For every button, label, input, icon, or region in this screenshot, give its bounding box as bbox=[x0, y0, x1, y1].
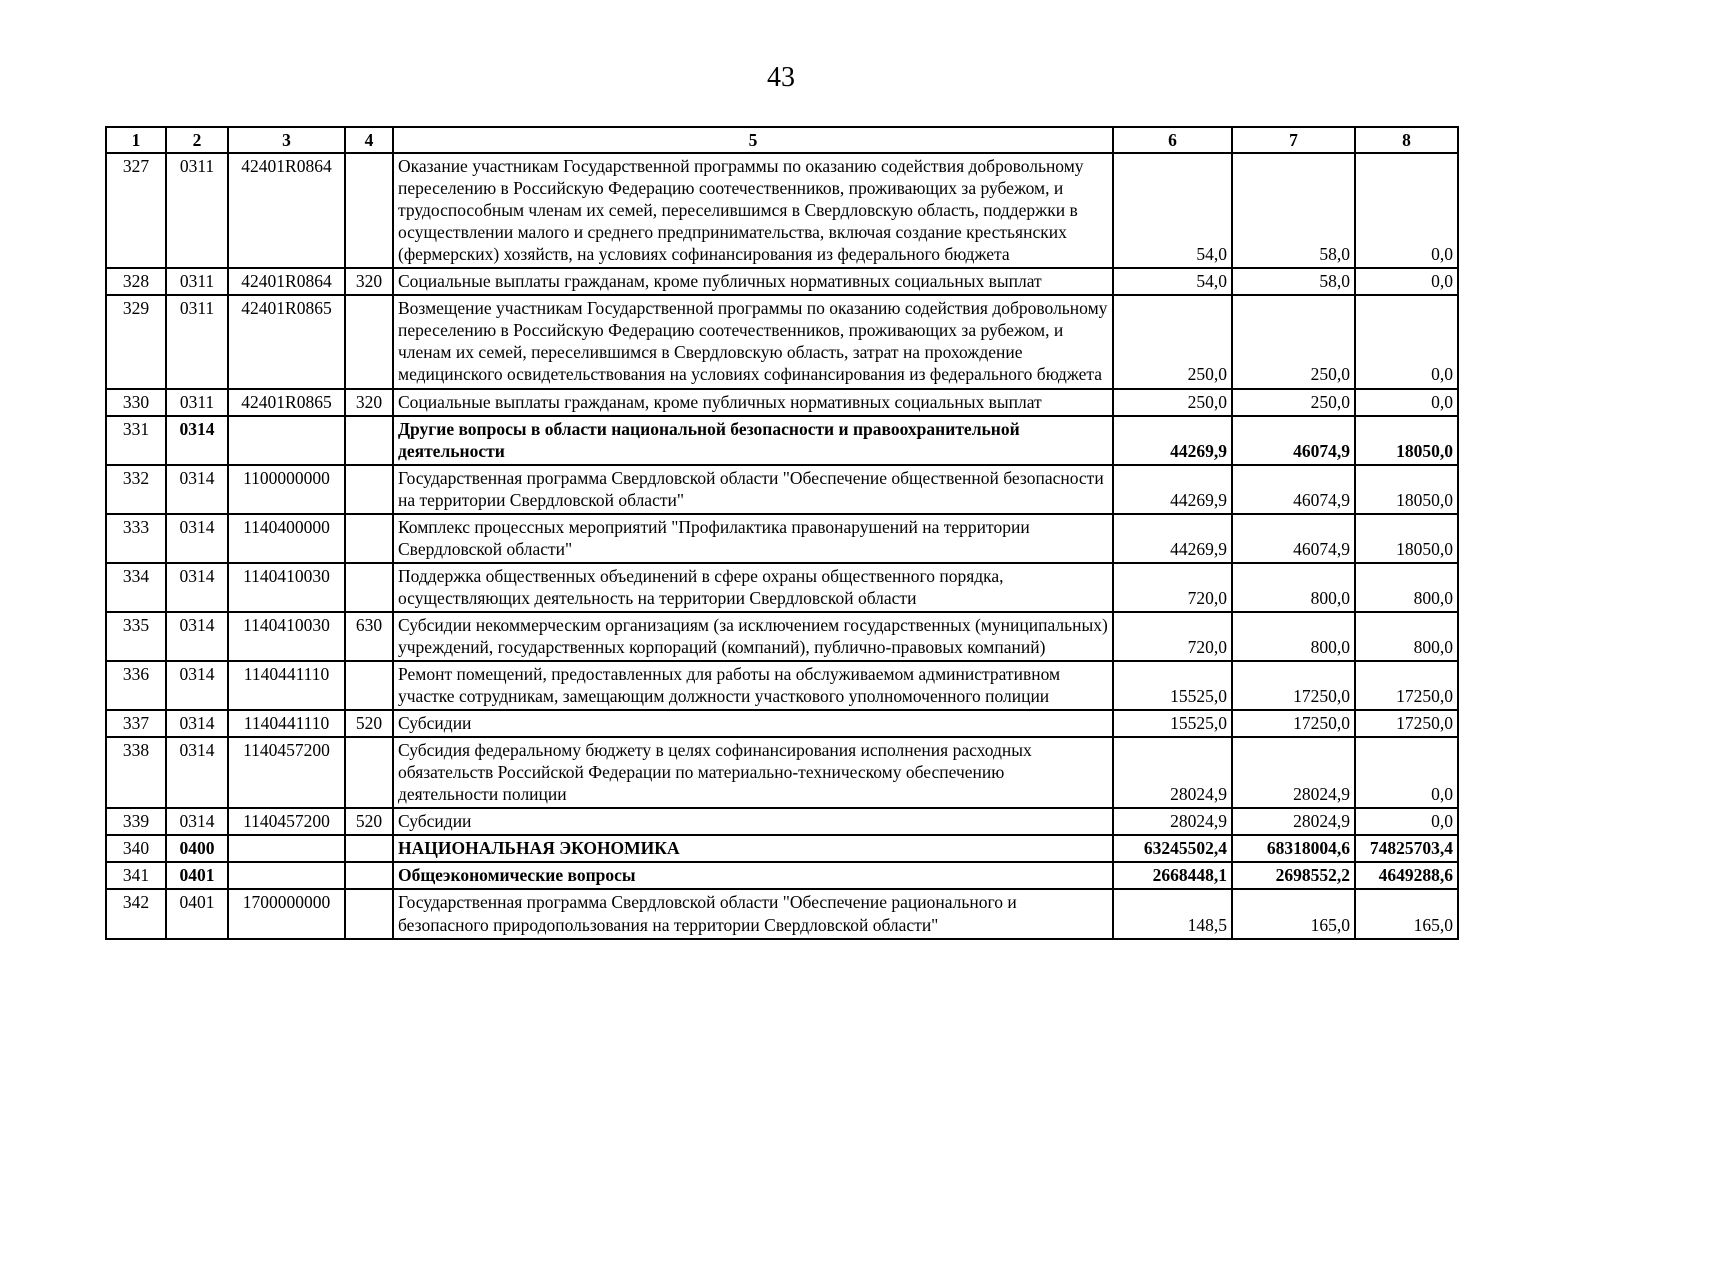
amount-cell-3: 0,0 bbox=[1355, 389, 1458, 416]
amount-cell-1: 44269,9 bbox=[1113, 465, 1232, 514]
program-code-cell: 1700000000 bbox=[228, 889, 345, 938]
amount-cell-3: 18050,0 bbox=[1355, 416, 1458, 465]
description-cell: НАЦИОНАЛЬНАЯ ЭКОНОМИКА bbox=[393, 835, 1113, 862]
expense-type-cell bbox=[345, 153, 393, 268]
description-cell: Субсидии bbox=[393, 710, 1113, 737]
table-row bbox=[106, 416, 1458, 465]
amount-cell-3: 18050,0 bbox=[1355, 514, 1458, 563]
expense-type-cell: 520 bbox=[345, 710, 393, 737]
amount-cell-1: 28024,9 bbox=[1113, 737, 1232, 808]
amount-cell-3: 17250,0 bbox=[1355, 661, 1458, 710]
row-number-cell: 331 bbox=[106, 416, 166, 465]
row-number-cell: 337 bbox=[106, 710, 166, 737]
section-code-cell: 0401 bbox=[166, 862, 228, 889]
amount-cell-1: 54,0 bbox=[1113, 153, 1232, 268]
amount-cell-3: 0,0 bbox=[1355, 808, 1458, 835]
amount-cell-3: 18050,0 bbox=[1355, 465, 1458, 514]
row-number-cell: 332 bbox=[106, 465, 166, 514]
section-code-cell: 0314 bbox=[166, 737, 228, 808]
amount-cell-3: 17250,0 bbox=[1355, 710, 1458, 737]
table-row bbox=[106, 268, 1458, 295]
section-code-cell: 0314 bbox=[166, 710, 228, 737]
section-code-cell: 0401 bbox=[166, 889, 228, 938]
expense-type-cell bbox=[345, 737, 393, 808]
expense-type-cell: 520 bbox=[345, 808, 393, 835]
row-number-cell: 341 bbox=[106, 862, 166, 889]
amount-cell-2: 165,0 bbox=[1232, 889, 1355, 938]
amount-cell-2: 800,0 bbox=[1232, 612, 1355, 661]
table-row bbox=[106, 889, 1458, 938]
table-row bbox=[106, 295, 1458, 388]
amount-cell-1: 15525,0 bbox=[1113, 661, 1232, 710]
program-code-cell: 1140400000 bbox=[228, 514, 345, 563]
program-code-cell: 1100000000 bbox=[228, 465, 345, 514]
description-cell: Социальные выплаты гражданам, кроме публичных нормативных социальных выплат bbox=[393, 268, 1113, 295]
amount-cell-3: 4649288,6 bbox=[1355, 862, 1458, 889]
program-code-cell: 1140410030 bbox=[228, 563, 345, 612]
section-code-cell: 0314 bbox=[166, 563, 228, 612]
program-code-cell: 42401R0864 bbox=[228, 268, 345, 295]
expense-type-cell bbox=[345, 889, 393, 938]
row-number-cell: 327 bbox=[106, 153, 166, 268]
table-row bbox=[106, 737, 1458, 808]
amount-cell-3: 0,0 bbox=[1355, 295, 1458, 388]
amount-cell-3: 800,0 bbox=[1355, 563, 1458, 612]
row-number-cell: 329 bbox=[106, 295, 166, 388]
amount-cell-2: 46074,9 bbox=[1232, 514, 1355, 563]
amount-cell-1: 720,0 bbox=[1113, 563, 1232, 612]
amount-cell-1: 148,5 bbox=[1113, 889, 1232, 938]
description-cell: Другие вопросы в области национальной безопасности и правоохранительной деятельности bbox=[393, 416, 1113, 465]
amount-cell-2: 2698552,2 bbox=[1232, 862, 1355, 889]
description-cell: Поддержка общественных объединений в сфере охраны общественного порядка, осуществляющих деятельность на территории Свердловской области bbox=[393, 563, 1113, 612]
program-code-cell: 42401R0865 bbox=[228, 389, 345, 416]
program-code-cell: 1140457200 bbox=[228, 737, 345, 808]
row-number-cell: 339 bbox=[106, 808, 166, 835]
expense-type-cell bbox=[345, 514, 393, 563]
description-cell: Государственная программа Свердловской области "Обеспечение рационального и безопасного природопользования на территории Свердловской области" bbox=[393, 889, 1113, 938]
row-number-cell: 338 bbox=[106, 737, 166, 808]
table-row bbox=[106, 862, 1458, 889]
expense-type-cell bbox=[345, 563, 393, 612]
page-number: 43 bbox=[767, 62, 795, 93]
table-header-row bbox=[106, 127, 1458, 153]
description-cell: Субсидия федеральному бюджету в целях софинансирования исполнения расходных обязательств Российской Федерации по материально-техническому обеспечению деятельности полиции bbox=[393, 737, 1113, 808]
section-code-cell: 0314 bbox=[166, 808, 228, 835]
amount-cell-3: 74825703,4 bbox=[1355, 835, 1458, 862]
expense-type-cell bbox=[345, 835, 393, 862]
amount-cell-2: 250,0 bbox=[1232, 295, 1355, 388]
amount-cell-1: 44269,9 bbox=[1113, 416, 1232, 465]
description-cell: Общеэкономические вопросы bbox=[393, 862, 1113, 889]
description-cell: Комплекс процессных мероприятий "Профилактика правонарушений на территории Свердловской области" bbox=[393, 514, 1113, 563]
row-number-cell: 330 bbox=[106, 389, 166, 416]
section-code-cell: 0314 bbox=[166, 612, 228, 661]
program-code-cell: 1140457200 bbox=[228, 808, 345, 835]
amount-cell-1: 44269,9 bbox=[1113, 514, 1232, 563]
program-code-cell: 42401R0864 bbox=[228, 153, 345, 268]
row-number-cell: 333 bbox=[106, 514, 166, 563]
description-cell: Субсидии bbox=[393, 808, 1113, 835]
amount-cell-3: 0,0 bbox=[1355, 737, 1458, 808]
program-code-cell: 1140441110 bbox=[228, 661, 345, 710]
table-row bbox=[106, 835, 1458, 862]
amount-cell-1: 15525,0 bbox=[1113, 710, 1232, 737]
amount-cell-3: 165,0 bbox=[1355, 889, 1458, 938]
column-header-4: 4 bbox=[345, 127, 393, 153]
section-code-cell: 0314 bbox=[166, 465, 228, 514]
row-number-cell: 334 bbox=[106, 563, 166, 612]
expense-type-cell bbox=[345, 661, 393, 710]
document-page bbox=[105, 62, 1457, 940]
section-code-cell: 0311 bbox=[166, 268, 228, 295]
amount-cell-2: 800,0 bbox=[1232, 563, 1355, 612]
section-code-cell: 0314 bbox=[166, 661, 228, 710]
row-number-cell: 335 bbox=[106, 612, 166, 661]
program-code-cell: 42401R0865 bbox=[228, 295, 345, 388]
amount-cell-3: 0,0 bbox=[1355, 268, 1458, 295]
column-header-5: 5 bbox=[393, 127, 1113, 153]
column-header-8: 8 bbox=[1355, 127, 1458, 153]
amount-cell-1: 54,0 bbox=[1113, 268, 1232, 295]
description-cell: Субсидии некоммерческим организациям (за исключением государственных (муниципальных) учреждений, государственных корпораций (компаний), публично-правовых компаний) bbox=[393, 612, 1113, 661]
section-code-cell: 0311 bbox=[166, 389, 228, 416]
expense-type-cell bbox=[345, 416, 393, 465]
amount-cell-1: 720,0 bbox=[1113, 612, 1232, 661]
amount-cell-2: 250,0 bbox=[1232, 389, 1355, 416]
expense-type-cell: 320 bbox=[345, 268, 393, 295]
description-cell: Оказание участникам Государственной программы по оказанию содействия добровольному переселению в Российскую Федерацию соотечественников, проживающих за рубежом, и трудоспособным членам их семей, переселившимся в Свердловскую область, поддержки в осуществлении малого и среднего предпринимательства, включая создание крестьянских (фермерских) хозяйств, на условиях софинансирования из федерального бюджета bbox=[393, 153, 1113, 268]
row-number-cell: 342 bbox=[106, 889, 166, 938]
expense-type-cell bbox=[345, 465, 393, 514]
description-cell: Государственная программа Свердловской области "Обеспечение общественной безопасности на территории Свердловской области" bbox=[393, 465, 1113, 514]
amount-cell-2: 17250,0 bbox=[1232, 661, 1355, 710]
table-row bbox=[106, 661, 1458, 710]
expense-type-cell: 320 bbox=[345, 389, 393, 416]
program-code-cell bbox=[228, 862, 345, 889]
column-header-2: 2 bbox=[166, 127, 228, 153]
table-row bbox=[106, 563, 1458, 612]
amount-cell-2: 28024,9 bbox=[1232, 808, 1355, 835]
row-number-cell: 328 bbox=[106, 268, 166, 295]
amount-cell-2: 28024,9 bbox=[1232, 737, 1355, 808]
amount-cell-1: 28024,9 bbox=[1113, 808, 1232, 835]
column-header-6: 6 bbox=[1113, 127, 1232, 153]
table-row bbox=[106, 808, 1458, 835]
program-code-cell bbox=[228, 835, 345, 862]
section-code-cell: 0311 bbox=[166, 153, 228, 268]
budget-table bbox=[105, 126, 1459, 940]
section-code-cell: 0400 bbox=[166, 835, 228, 862]
section-code-cell: 0314 bbox=[166, 416, 228, 465]
amount-cell-1: 2668448,1 bbox=[1113, 862, 1232, 889]
description-cell: Социальные выплаты гражданам, кроме публичных нормативных социальных выплат bbox=[393, 389, 1113, 416]
table-body bbox=[106, 153, 1458, 939]
row-number-cell: 340 bbox=[106, 835, 166, 862]
table-row bbox=[106, 710, 1458, 737]
section-code-cell: 0314 bbox=[166, 514, 228, 563]
amount-cell-3: 0,0 bbox=[1355, 153, 1458, 268]
amount-cell-1: 63245502,4 bbox=[1113, 835, 1232, 862]
amount-cell-2: 58,0 bbox=[1232, 153, 1355, 268]
section-code-cell: 0311 bbox=[166, 295, 228, 388]
amount-cell-1: 250,0 bbox=[1113, 389, 1232, 416]
column-header-1: 1 bbox=[106, 127, 166, 153]
table-row bbox=[106, 612, 1458, 661]
description-cell: Возмещение участникам Государственной программы по оказанию содействия добровольному переселению в Российскую Федерацию соотечественников, проживающих за рубежом, и членам их семей, переселившимся в Свердловскую область, затрат на прохождение медицинского освидетельствования на условиях софинансирования из федерального бюджета bbox=[393, 295, 1113, 388]
description-cell: Ремонт помещений, предоставленных для работы на обслуживаемом административном участке сотрудникам, замещающим должности участкового уполномоченного полиции bbox=[393, 661, 1113, 710]
program-code-cell: 1140441110 bbox=[228, 710, 345, 737]
amount-cell-1: 250,0 bbox=[1113, 295, 1232, 388]
program-code-cell: 1140410030 bbox=[228, 612, 345, 661]
amount-cell-3: 800,0 bbox=[1355, 612, 1458, 661]
amount-cell-2: 68318004,6 bbox=[1232, 835, 1355, 862]
expense-type-cell: 630 bbox=[345, 612, 393, 661]
column-header-3: 3 bbox=[228, 127, 345, 153]
column-header-7: 7 bbox=[1232, 127, 1355, 153]
amount-cell-2: 46074,9 bbox=[1232, 416, 1355, 465]
table-row bbox=[106, 514, 1458, 563]
table-row bbox=[106, 153, 1458, 268]
amount-cell-2: 58,0 bbox=[1232, 268, 1355, 295]
program-code-cell bbox=[228, 416, 345, 465]
table-row bbox=[106, 389, 1458, 416]
amount-cell-2: 46074,9 bbox=[1232, 465, 1355, 514]
row-number-cell: 336 bbox=[106, 661, 166, 710]
expense-type-cell bbox=[345, 862, 393, 889]
amount-cell-2: 17250,0 bbox=[1232, 710, 1355, 737]
table-row bbox=[106, 465, 1458, 514]
expense-type-cell bbox=[345, 295, 393, 388]
